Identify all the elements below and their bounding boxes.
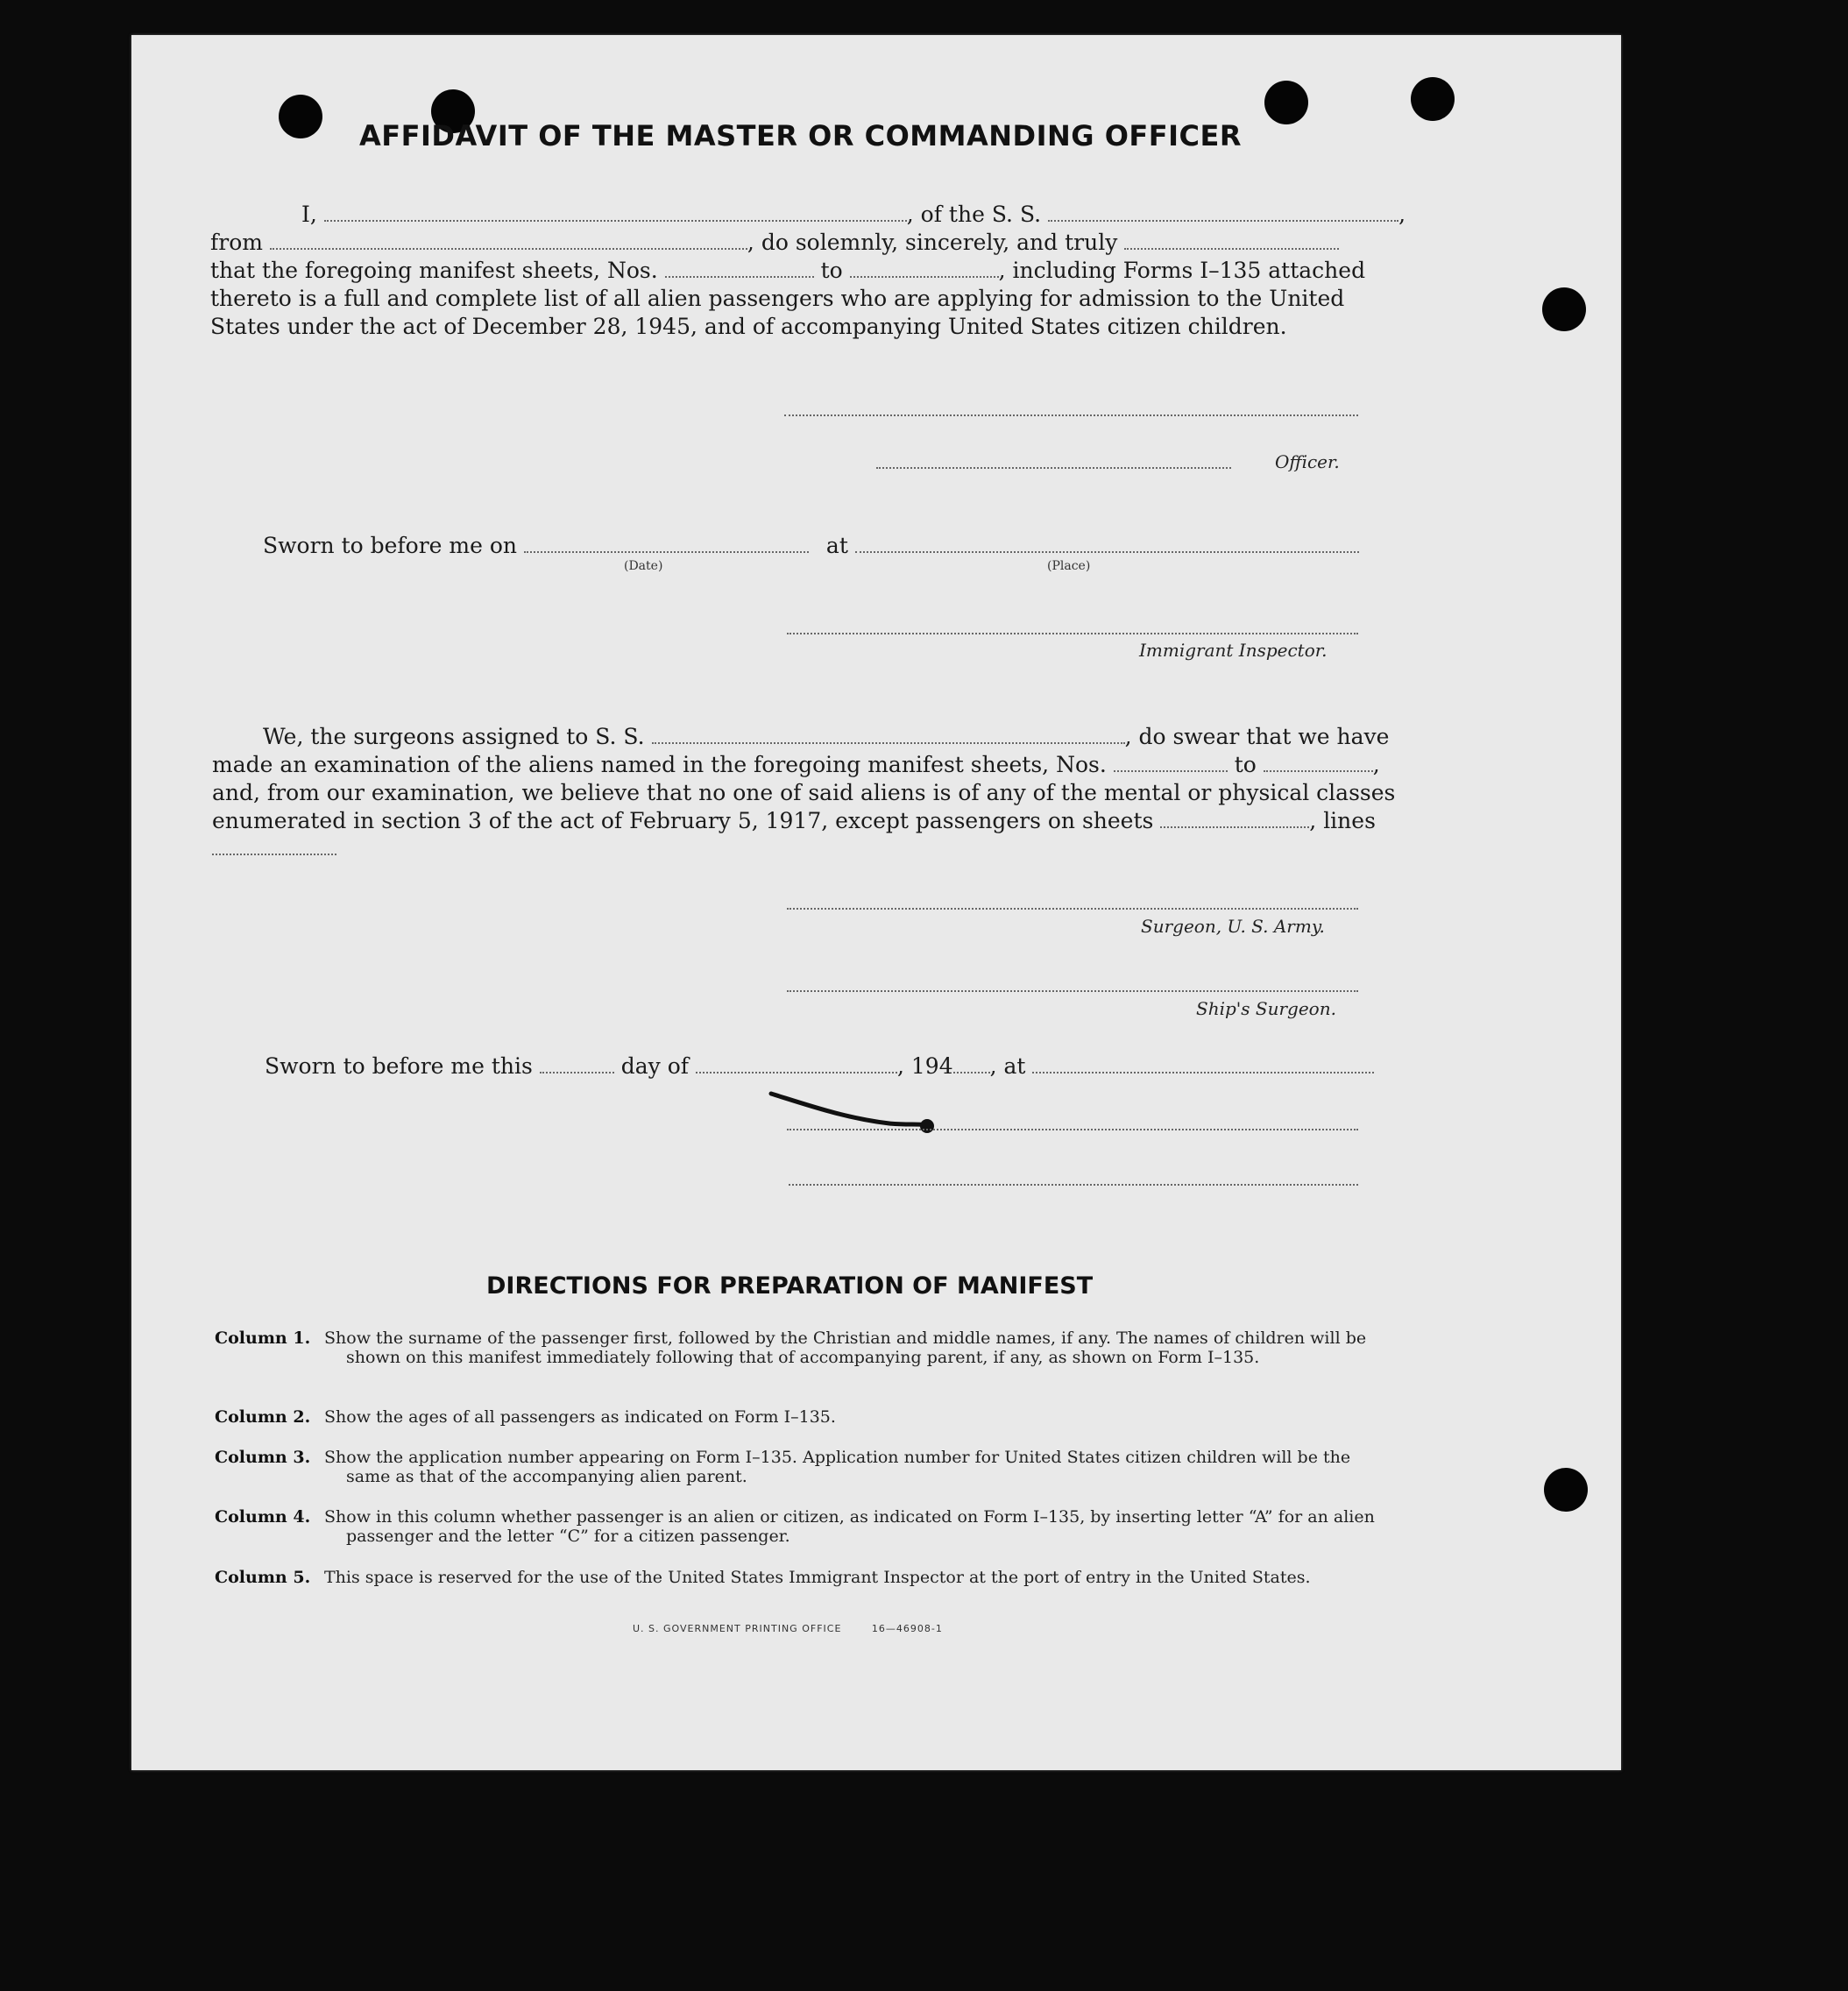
column-direction: Show in this column whether passenger is an alien or citizen, as indicated on Form I–135, by inserting letter “A” for an alien passenger and the letter “C” for a citizen passenger. <box>324 1507 1375 1546</box>
signature-line <box>787 908 1358 910</box>
surgeons-line-2: made an examination of the aliens named in the foregoing manifest sheets, Nos. to , <box>212 752 1380 777</box>
army-surgeon-caption: Surgeon, U. S. Army. <box>1141 916 1325 937</box>
signature-line <box>787 633 1358 634</box>
punch-hole <box>1411 77 1455 121</box>
column-direction: Show the surname of the passenger first, followed by the Christian and middle names, if any. The names of children will be shown on this manifest immediately following that of accompanying parent, if any, as shown on Form I–135. <box>324 1329 1367 1367</box>
signature-line <box>787 1129 1358 1130</box>
signature-line <box>876 467 1231 469</box>
column-direction: This space is reserved for the use of the United States Immigrant Inspector at the port of entry in the United States. <box>324 1568 1311 1587</box>
signature-line <box>787 990 1358 992</box>
signature-line <box>784 414 1358 416</box>
officer-caption: Officer. <box>1275 451 1340 472</box>
column-label: Column 5. <box>215 1568 311 1587</box>
sworn-line-1: Sworn to before me on at <box>263 533 1359 558</box>
punch-hole <box>279 95 322 138</box>
punch-hole <box>1264 81 1308 124</box>
date-caption: (Date) <box>624 559 663 573</box>
directions-title: DIRECTIONS FOR PREPARATION OF MANIFEST <box>486 1272 1094 1300</box>
column-label: Column 3. <box>215 1448 311 1467</box>
lines-blank <box>212 854 336 855</box>
surgeons-line-1: We, the surgeons assigned to S. S. , do swear that we have <box>263 724 1390 749</box>
column-direction: Show the application number appearing on Form I–135. Application number for United States citizen children will be the same as that of the accompanying alien parent. <box>324 1448 1351 1486</box>
affidavit-line-5: States under the act of December 28, 1945, and of accompanying United States citizen children. <box>210 314 1287 339</box>
form-sheet <box>131 35 1621 1770</box>
place-caption: (Place) <box>1047 559 1091 573</box>
affidavit-line-3: that the foregoing manifest sheets, Nos. to , including Forms I–135 attached <box>210 258 1366 283</box>
affidavit-title: AFFIDAVIT OF THE MASTER OR COMMANDING OFFICER <box>359 119 1242 152</box>
affidavit-line-1: I, , of the S. S. , <box>301 202 1406 227</box>
affidavit-line-4: thereto is a full and complete list of all alien passengers who are applying for admission to the United <box>210 286 1345 311</box>
surgeons-line-3: and, from our examination, we believe that no one of said aliens is of any of the mental or physical classes <box>212 780 1396 805</box>
punch-hole <box>1544 1468 1588 1512</box>
column-direction: Show the ages of all passengers as indicated on Form I–135. <box>324 1407 836 1427</box>
column-label: Column 4. <box>215 1507 311 1527</box>
surgeons-line-4: enumerated in section 3 of the act of February 5, 1917, except passengers on sheets , lines <box>212 808 1376 833</box>
ship-surgeon-caption: Ship's Surgeon. <box>1196 998 1336 1019</box>
signature-line <box>789 1184 1358 1186</box>
affidavit-line-2: from , do solemnly, sincerely, and truly <box>210 230 1339 255</box>
column-label: Column 1. <box>215 1329 311 1348</box>
column-label: Column 2. <box>215 1407 311 1427</box>
printer-imprint: U. S. GOVERNMENT PRINTING OFFICE 16—46908-1 <box>633 1623 943 1634</box>
punch-hole <box>1542 287 1586 331</box>
ink-signature-mark <box>767 1087 942 1139</box>
inspector-caption: Immigrant Inspector. <box>1139 640 1328 661</box>
sworn-line-2: Sworn to before me this day of , 194 , at <box>265 1053 1374 1079</box>
